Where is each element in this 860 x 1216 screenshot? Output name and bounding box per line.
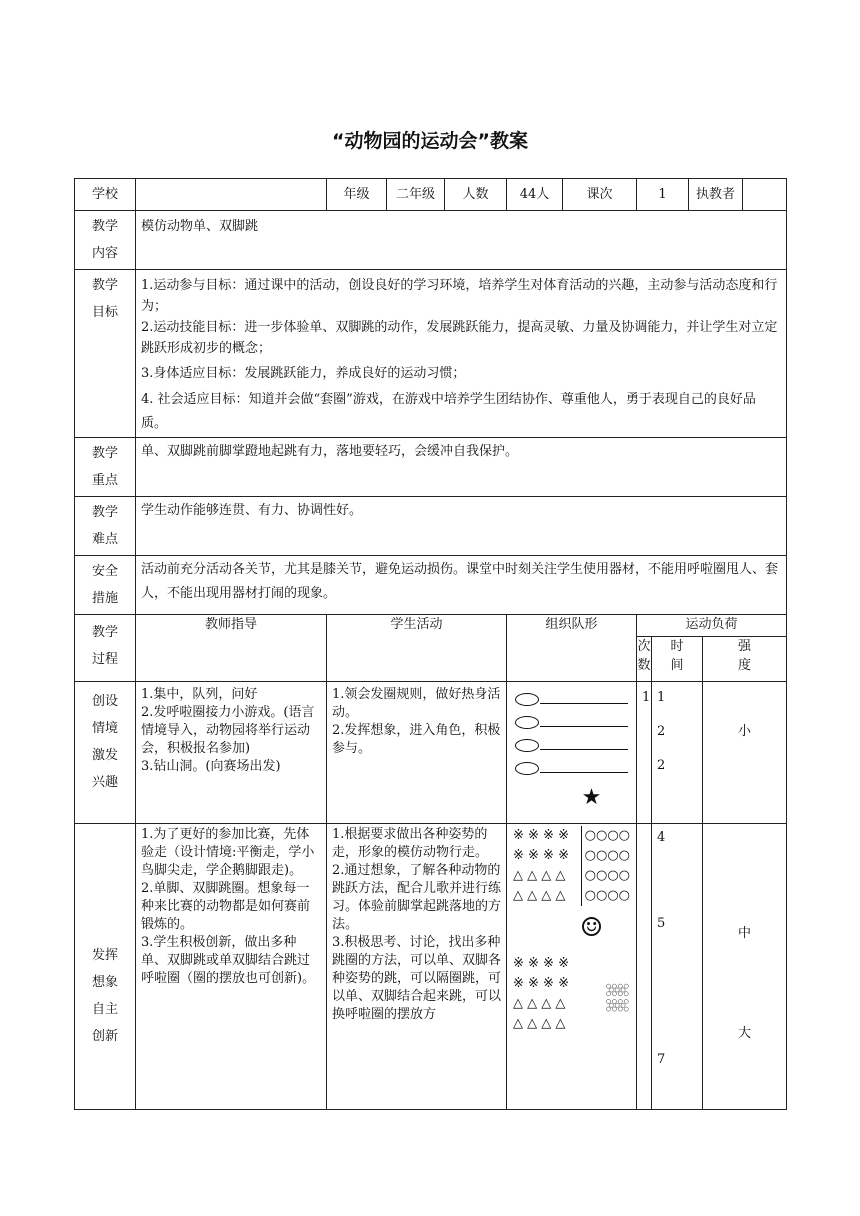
difficulties-text: 学生动作能够连贯、有力、协调性好。 <box>136 497 787 556</box>
teacher-guide-header: 教师指导 <box>136 615 327 682</box>
process-label: 教学 过程 <box>75 615 136 682</box>
section2-formation <box>507 824 637 1110</box>
times-header: 次 数 <box>637 637 652 682</box>
goal-item: 3.身体适应目标：发展跳跃能力，养成良好的运动习惯； <box>141 366 466 381</box>
grade-label: 年级 <box>327 179 387 211</box>
section2-teacher: 1.为了更好的参加比赛，先体验走（设计情境:平衡走，学小鸟脚尖走，学企鹅脚跟走)。 2.单脚、双脚跳圈。想象每一种来比赛的动物都是如何赛前锻炼的。 3.学生积极创新，做出多种单、双脚跳或单双脚结合跳过呼啦圈（圈的摆放也可创新)。 <box>136 824 327 1110</box>
section1-student: 1.领会发圈规则，做好热身活动。 2.发挥想象，进入角色，积极参与。 <box>327 682 507 824</box>
star-icon: ★ <box>581 785 602 810</box>
section1-intensity: 小 <box>703 682 787 824</box>
section2-times <box>637 824 652 1110</box>
exercise-load-header: 运动负荷 <box>637 615 787 637</box>
formation-header: 组织队形 <box>507 615 637 682</box>
hoop-oval <box>515 739 539 752</box>
goal-item: 2.运动技能目标：进一步体验单、双脚跳的动作，发展跳跃能力，提高灵敏、力量及协调能力，并让学生对立定跳跃形成初步的概念； <box>141 320 778 356</box>
smiley-icon: ☺ <box>579 913 604 943</box>
section1-time: 1 2 2 <box>652 682 703 824</box>
count-label: 人数 <box>445 179 507 211</box>
content-row <box>75 211 787 270</box>
time-header: 时 间 <box>652 637 703 682</box>
section1-label: 创设 情境 激发 兴趣 <box>75 682 136 824</box>
intensity-header: 强 度 <box>703 637 787 682</box>
key-points-text: 单、双脚跳前脚掌蹬地起跳有力，落地要轻巧，会缓冲自我保护。 <box>136 438 787 497</box>
safety-row <box>75 556 787 615</box>
section1-formation <box>507 682 637 824</box>
section1-row <box>75 682 787 824</box>
header-row <box>75 179 787 211</box>
lesson-plan-table <box>74 178 787 1110</box>
section2-intensity: 中 大 <box>703 824 787 1110</box>
safety-text: 活动前充分活动各关节，尤其是膝关节，避免运动损伤。课堂中时刻关注学生使用器材，不能用呼啦圈甩人、套人，不能出现用器材打闹的现象。 <box>136 556 787 615</box>
content-text: 模仿动物单、双脚跳 <box>136 211 787 270</box>
section2-time: 4 5 7 <box>652 824 703 1110</box>
safety-label: 安全 措施 <box>75 556 136 615</box>
teacher-label: 执教者 <box>689 179 743 211</box>
formation-line <box>515 734 628 757</box>
section2-row <box>75 824 787 1110</box>
lesson-value: 1 <box>637 179 689 211</box>
difficulties-row <box>75 497 787 556</box>
key-points-label: 教学 重点 <box>75 438 136 497</box>
formation-grid-a: ※ ※ ※ ※ ○○○○ ※ ※ ※ ※ ○○○○ △ △ △ △ ○○○○ △ △ △ △ ○○○○ <box>513 826 630 906</box>
school-label: 学校 <box>75 179 136 211</box>
teacher-value <box>743 179 787 211</box>
student-activity-header: 学生活动 <box>327 615 507 682</box>
process-header-row <box>75 615 787 637</box>
hoop-oval <box>515 716 539 729</box>
section1-times: 1 <box>637 682 652 824</box>
content-label: 教学 内容 <box>75 211 136 270</box>
formation-line <box>515 688 628 711</box>
hoop-oval <box>515 762 539 775</box>
hoop-cluster-icon <box>605 954 630 1044</box>
goal-item: 4. 社会适应目标：知道并会做“套圈”游戏，在游戏中培养学生团结协作、尊重他人，勇于表现自己的良好品质。 <box>141 392 756 431</box>
hoop-oval <box>515 693 539 706</box>
section2-label: 发挥 想象 自主 创新 <box>75 824 136 1110</box>
goals-label: 教学 目标 <box>75 270 136 438</box>
formation-grid-b: ※ ※ ※ ※ ※ ※ ※ ※ △ △ △ △ △ △ △ △ <box>513 954 630 1044</box>
count-value: 44人 <box>507 179 563 211</box>
difficulties-label: 教学 难点 <box>75 497 136 556</box>
formation-line <box>515 757 628 780</box>
section2-student: 1.根据要求做出各种姿势的走，形象的模仿动物行走。 2.通过想象，了解各种动物的跳跃方法，配合儿歌并进行练习。体验前脚掌起跳落地的方法。 3.积极思考、讨论，找出多种跳圈的方法，可以单、双脚各种姿势的跳，可以隔圈跳，可以单、双脚结合起来跳，可以换呼啦圈的摆放方 <box>327 824 507 1110</box>
formation-line <box>515 711 628 734</box>
page-title: “动物园的运动会”教案 <box>332 130 528 152</box>
section1-teacher: 1.集中，队列，问好 2.发呼啦圈接力小游戏。(语言情境导入，动物园将举行运动会，积极报名参加) 3.钻山洞。(向赛场出发) <box>136 682 327 824</box>
key-points-row <box>75 438 787 497</box>
grade-value: 二年级 <box>387 179 445 211</box>
lesson-label: 课次 <box>563 179 637 211</box>
goals-row <box>75 270 787 438</box>
goal-item: 1.运动参与目标：通过课中的活动，创设良好的学习环境，培养学生对体育活动的兴趣，主动参与活动态度和行为； <box>141 278 778 314</box>
school-value <box>136 179 327 211</box>
goals-text <box>136 270 787 438</box>
